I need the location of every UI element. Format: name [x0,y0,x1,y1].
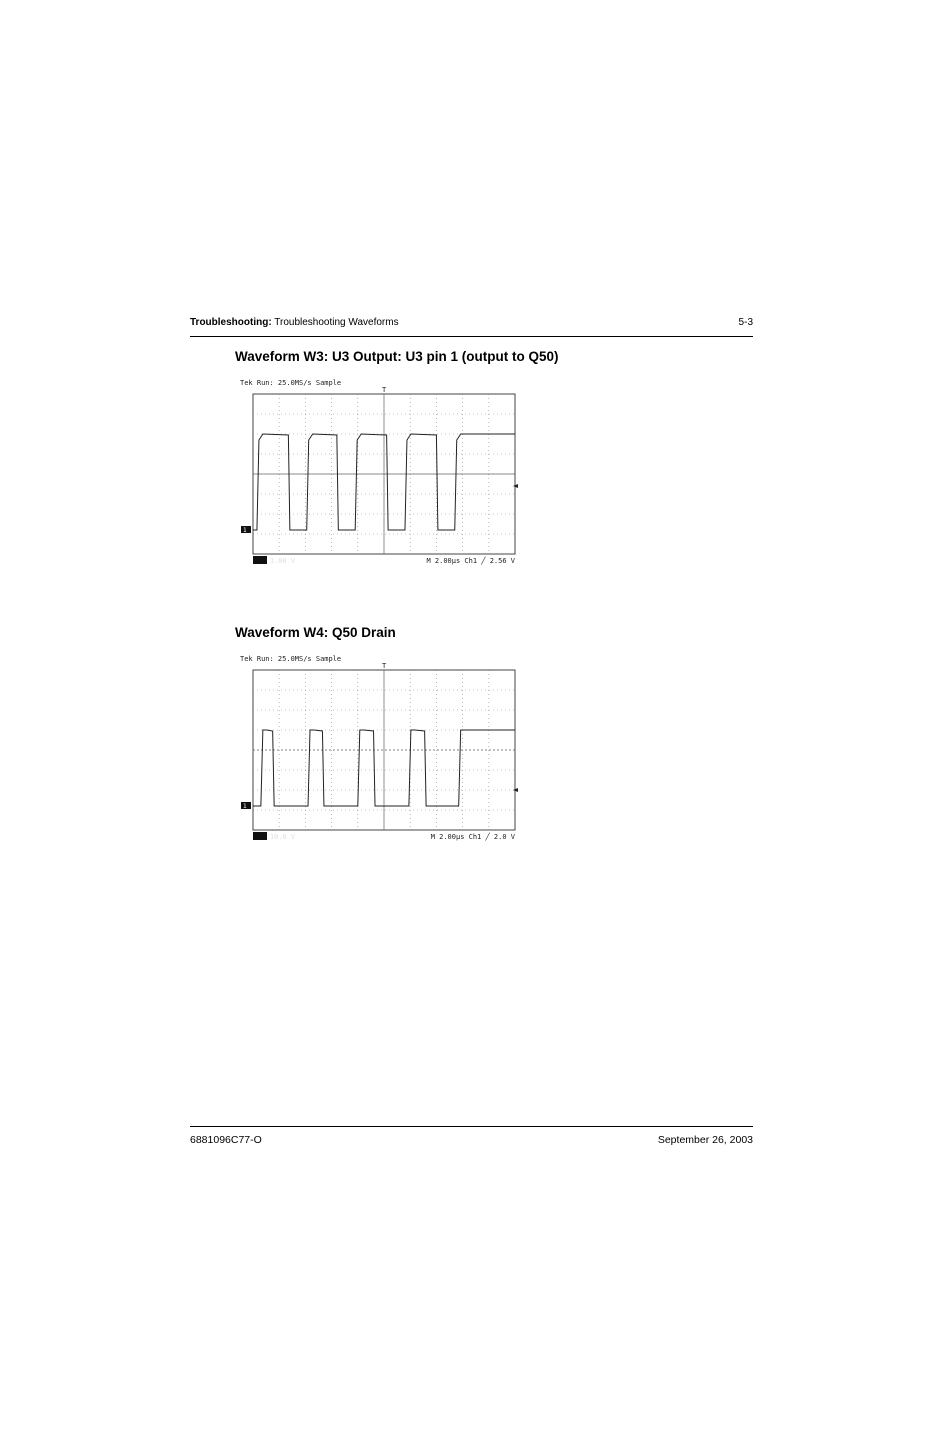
scope-header-text: Tek Run: 25.0MS/s Sample [240,379,342,387]
waveform-w4-title: Waveform W4: Q50 Drain [235,625,396,640]
page-number: 5-3 [738,317,753,328]
running-header [190,317,753,328]
waveform-w3-scope [240,378,530,568]
channel-marker-label: 1 [243,527,247,534]
trigger-marker: T [382,662,387,670]
scope-header-text: Tek Run: 25.0MS/s Sample [240,655,342,663]
scope-footer-right: M 2.00µs Ch1 ╱ 2.0 V [430,833,515,841]
header-section-title: Troubleshooting Waveforms [274,317,399,328]
document-date: September 26, 2003 [657,1134,753,1146]
channel-marker-label: 1 [243,803,247,810]
header-rule [190,336,753,337]
scope-screen [240,378,530,568]
header-section-bold: Troubleshooting: [190,317,272,328]
scope-footer-left: Ch1 10.0 V [253,833,296,841]
waveform-w3-title: Waveform W3: U3 Output: U3 pin 1 (output to Q50) [235,349,559,364]
waveform-w4-scope [240,654,530,844]
running-footer [190,1134,753,1146]
scope-screen [240,654,530,844]
footer-rule [190,1126,753,1127]
scope-footer-right: M 2.00µs Ch1 ╱ 2.56 V [426,557,515,565]
scope-footer-left: Ch1 1.00 V [253,557,296,565]
trigger-marker: T [382,386,387,394]
document-number: 6881096C77-O [190,1134,262,1146]
